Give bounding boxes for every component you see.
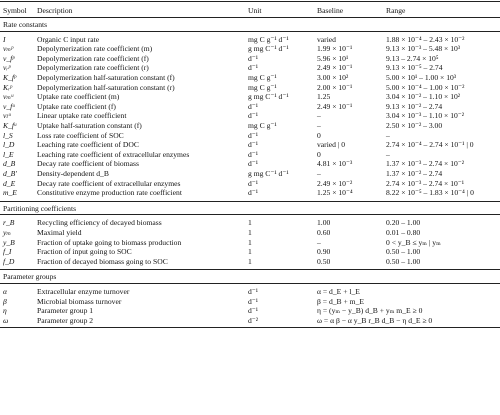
row-description: Recycling efficiency of decayed biomass: [37, 218, 162, 228]
row-baseline: 0: [317, 130, 321, 140]
header-baseline: Baseline: [317, 6, 344, 15]
row-unit: 1: [248, 237, 252, 247]
row-unit: mg C g⁻¹: [248, 73, 277, 82]
row-range: 1.88 × 10⁻⁴ – 2.43 × 10⁻²: [386, 34, 465, 44]
row-range: 0.01 – 0.80: [386, 228, 421, 237]
row-range: 0.20 – 1.00: [386, 218, 421, 228]
row-range: 3.04 × 10⁻³ – 1.10 × 10⁻²: [386, 111, 465, 121]
row-range: 9.13 × 10⁻³ – 5.48 × 10³: [386, 44, 461, 54]
section-title: Parameter groups: [3, 272, 57, 282]
row-baseline: –: [317, 121, 321, 130]
row-symbol: η: [3, 306, 7, 316]
row-description: Maximal yield: [37, 228, 82, 237]
row-description: Parameter group 1: [37, 306, 94, 316]
row-unit: g mg C⁻¹ d⁻¹: [248, 169, 289, 178]
row-symbol: d_B′: [3, 169, 17, 178]
row-symbol: β: [3, 296, 7, 306]
row-description: Loss rate coefficient of SOC: [37, 130, 124, 140]
row-description: Uptake rate coefficient (m): [37, 92, 120, 102]
row-range: 5.00 × 10¹ – 1.00 × 10³: [386, 73, 457, 82]
section-title-rule: [0, 283, 500, 284]
row-symbol: K_fᵘ: [3, 121, 17, 130]
row-unit: 1: [248, 256, 252, 266]
row-unit: d⁻¹: [248, 149, 259, 159]
header-rule: [0, 17, 500, 18]
row-baseline: η = (yₘ − y_B) d_B + yₘ m_E ≥ 0: [317, 306, 423, 316]
row-symbol: d_E: [3, 178, 16, 188]
row-baseline: 1.99 × 10⁻¹: [317, 44, 353, 54]
row-unit: d⁻¹: [248, 159, 259, 169]
row-baseline: 4.81 × 10⁻³: [317, 159, 353, 169]
row-symbol: vₘᵘ: [3, 92, 14, 102]
row-baseline: –: [317, 237, 321, 247]
row-unit: 1: [248, 247, 252, 257]
row-unit: 1: [248, 228, 252, 237]
row-unit: d⁻¹: [248, 111, 259, 121]
row-description: Extracellular enzyme turnover: [37, 287, 130, 296]
row-symbol: vᵣᵖ: [3, 63, 11, 73]
row-baseline: ω = α β − α y_B r_B d_B − η d_E ≥ 0: [317, 315, 433, 325]
row-description: Fraction of uptake going to biomass production: [37, 237, 182, 247]
row-baseline: 0.60: [317, 228, 331, 237]
row-baseline: varied | 0: [317, 140, 346, 150]
row-description: Decay rate coefficient of extracellular enzymes: [37, 178, 181, 188]
row-symbol: ω: [3, 315, 9, 325]
row-baseline: 0.50: [317, 256, 331, 266]
bottom-rule: [0, 327, 500, 328]
row-range: 9.13 × 10⁻⁵ – 2.74: [386, 63, 443, 73]
row-range: 5.00 × 10⁻⁴ – 1.00 × 10⁻²: [386, 82, 465, 92]
row-range: 0 < y_B ≤ yₘ | yₘ: [386, 237, 441, 247]
row-baseline: 1.00: [317, 218, 331, 228]
row-unit: d⁻¹: [248, 188, 259, 198]
row-description: Parameter group 2: [37, 315, 94, 325]
row-unit: g mg C⁻¹ d⁻¹: [248, 92, 289, 102]
row-unit: d⁻¹: [248, 53, 259, 63]
row-symbol: vₗᵘ: [3, 111, 11, 121]
row-baseline: 2.49 × 10⁻¹: [317, 101, 353, 111]
row-baseline: β = d_B + m_E: [317, 296, 365, 306]
row-symbol: α: [3, 287, 7, 296]
row-baseline: 3.00 × 10²: [317, 73, 349, 82]
row-unit: mg C g⁻¹: [248, 121, 277, 130]
row-baseline: 2.00 × 10⁻¹: [317, 82, 353, 92]
row-range: 2.74 × 10⁻³ – 2.74 × 10⁻¹: [386, 178, 465, 188]
row-symbol: l_E: [3, 149, 14, 159]
row-description: Constitutive enzyme production rate coefficient: [37, 188, 182, 198]
row-baseline: varied: [317, 34, 336, 44]
header-description: Description: [37, 6, 73, 15]
row-description: Density-dependent d_B: [37, 169, 109, 178]
row-symbol: yₘ: [3, 228, 12, 237]
section-title: Partitioning coefficients: [3, 203, 77, 213]
row-range: 3.04 × 10⁻² – 1.10 × 10²: [386, 92, 461, 102]
row-description: Leaching rate coefficient of extracellular enzymes: [37, 149, 190, 159]
row-symbol: l_D: [3, 140, 15, 150]
row-range: 0.50 – 1.00: [386, 247, 421, 257]
row-range: 9.13 × 10⁻² – 2.74: [386, 101, 443, 111]
row-range: 2.50 × 10⁻² – 3.00: [386, 121, 443, 130]
row-baseline: 2.49 × 10⁻²: [317, 178, 353, 188]
row-symbol: d_B: [3, 159, 16, 169]
row-description: Linear uptake rate coefficient: [37, 111, 127, 121]
row-symbol: v_fᵖ: [3, 53, 15, 63]
row-unit: g mg C⁻¹ d⁻¹: [248, 44, 289, 54]
row-range: 9.13 – 2.74 × 10⁵: [386, 53, 439, 63]
row-description: Organic C input rate: [37, 34, 100, 44]
row-symbol: l_S: [3, 130, 13, 140]
row-range: –: [386, 130, 390, 140]
row-description: Depolymerization half-saturation constant (r): [37, 82, 175, 92]
header-symbol: Symbol: [3, 6, 27, 15]
row-baseline: 2.49 × 10⁻¹: [317, 63, 353, 73]
row-unit: 1: [248, 218, 252, 228]
row-symbol: f_I: [3, 247, 12, 257]
row-symbol: I: [3, 34, 6, 44]
row-description: Uptake rate coefficient (f): [37, 101, 116, 111]
row-symbol: vₘᵖ: [3, 44, 14, 54]
header-range: Range: [386, 6, 406, 15]
header-unit: Unit: [248, 6, 262, 15]
row-unit: d⁻¹: [248, 287, 259, 296]
row-symbol: Kᵣᵖ: [3, 82, 13, 92]
row-range: 2.74 × 10⁻⁴ – 2.74 × 10⁻¹ | 0: [386, 140, 474, 150]
section-rule: [0, 269, 500, 270]
row-unit: d⁻¹: [248, 130, 259, 140]
row-symbol: y_B: [3, 237, 15, 247]
row-baseline: 0.90: [317, 247, 331, 257]
row-unit: d⁻¹: [248, 178, 259, 188]
row-range: 8.22 × 10⁻⁵ – 1.83 × 10⁻⁴ | 0: [386, 188, 474, 198]
row-description: Microbial biomass turnover: [37, 296, 122, 306]
row-baseline: 1.25 × 10⁻⁴: [317, 188, 353, 198]
row-description: Decay rate coefficient of biomass: [37, 159, 139, 169]
row-range: 0.50 – 1.00: [386, 256, 421, 266]
row-range: 1.37 × 10⁻³ – 2.74 × 10⁻²: [386, 159, 465, 169]
row-description: Depolymerization rate coefficient (m): [37, 44, 153, 54]
row-description: Depolymerization rate coefficient (r): [37, 63, 149, 73]
row-description: Fraction of input going to SOC: [37, 247, 132, 257]
row-unit: mg C g⁻¹ d⁻¹: [248, 34, 289, 44]
row-unit: d⁻¹: [248, 140, 259, 150]
row-symbol: r_B: [3, 218, 15, 228]
row-range: –: [386, 149, 390, 159]
row-unit: d⁻¹: [248, 63, 259, 73]
row-description: Fraction of decayed biomass going to SOC: [37, 256, 168, 266]
row-description: Depolymerization half-saturation constant (f): [37, 73, 175, 82]
row-symbol: v_fᵘ: [3, 101, 15, 111]
row-unit: d⁻¹: [248, 306, 259, 316]
row-description: Leaching rate coefficient of DOC: [37, 140, 139, 150]
section-title-rule: [0, 31, 500, 32]
row-baseline: 0: [317, 149, 321, 159]
section-title: Rate constants: [3, 20, 48, 29]
row-unit: d⁻¹: [248, 101, 259, 111]
row-symbol: m_E: [3, 188, 17, 198]
top-rule: [0, 1, 500, 2]
row-range: 1.37 × 10⁻² – 2.74: [386, 169, 443, 178]
row-baseline: –: [317, 111, 321, 121]
row-unit: d⁻²: [248, 315, 259, 325]
section-rule: [0, 201, 500, 202]
row-unit: mg C g⁻¹: [248, 82, 277, 92]
row-unit: d⁻¹: [248, 296, 259, 306]
section-title-rule: [0, 214, 500, 215]
row-description: Depolymerization rate coefficient (f): [37, 53, 149, 63]
row-baseline: 1.25: [317, 92, 331, 102]
row-baseline: –: [317, 169, 321, 178]
row-baseline: α = d_E + l_E: [317, 287, 360, 296]
row-symbol: f_D: [3, 256, 15, 266]
row-baseline: 5.96 × 10¹: [317, 53, 349, 63]
row-description: Uptake half-saturation constant (f): [37, 121, 142, 130]
row-symbol: K_fᵖ: [3, 73, 17, 82]
